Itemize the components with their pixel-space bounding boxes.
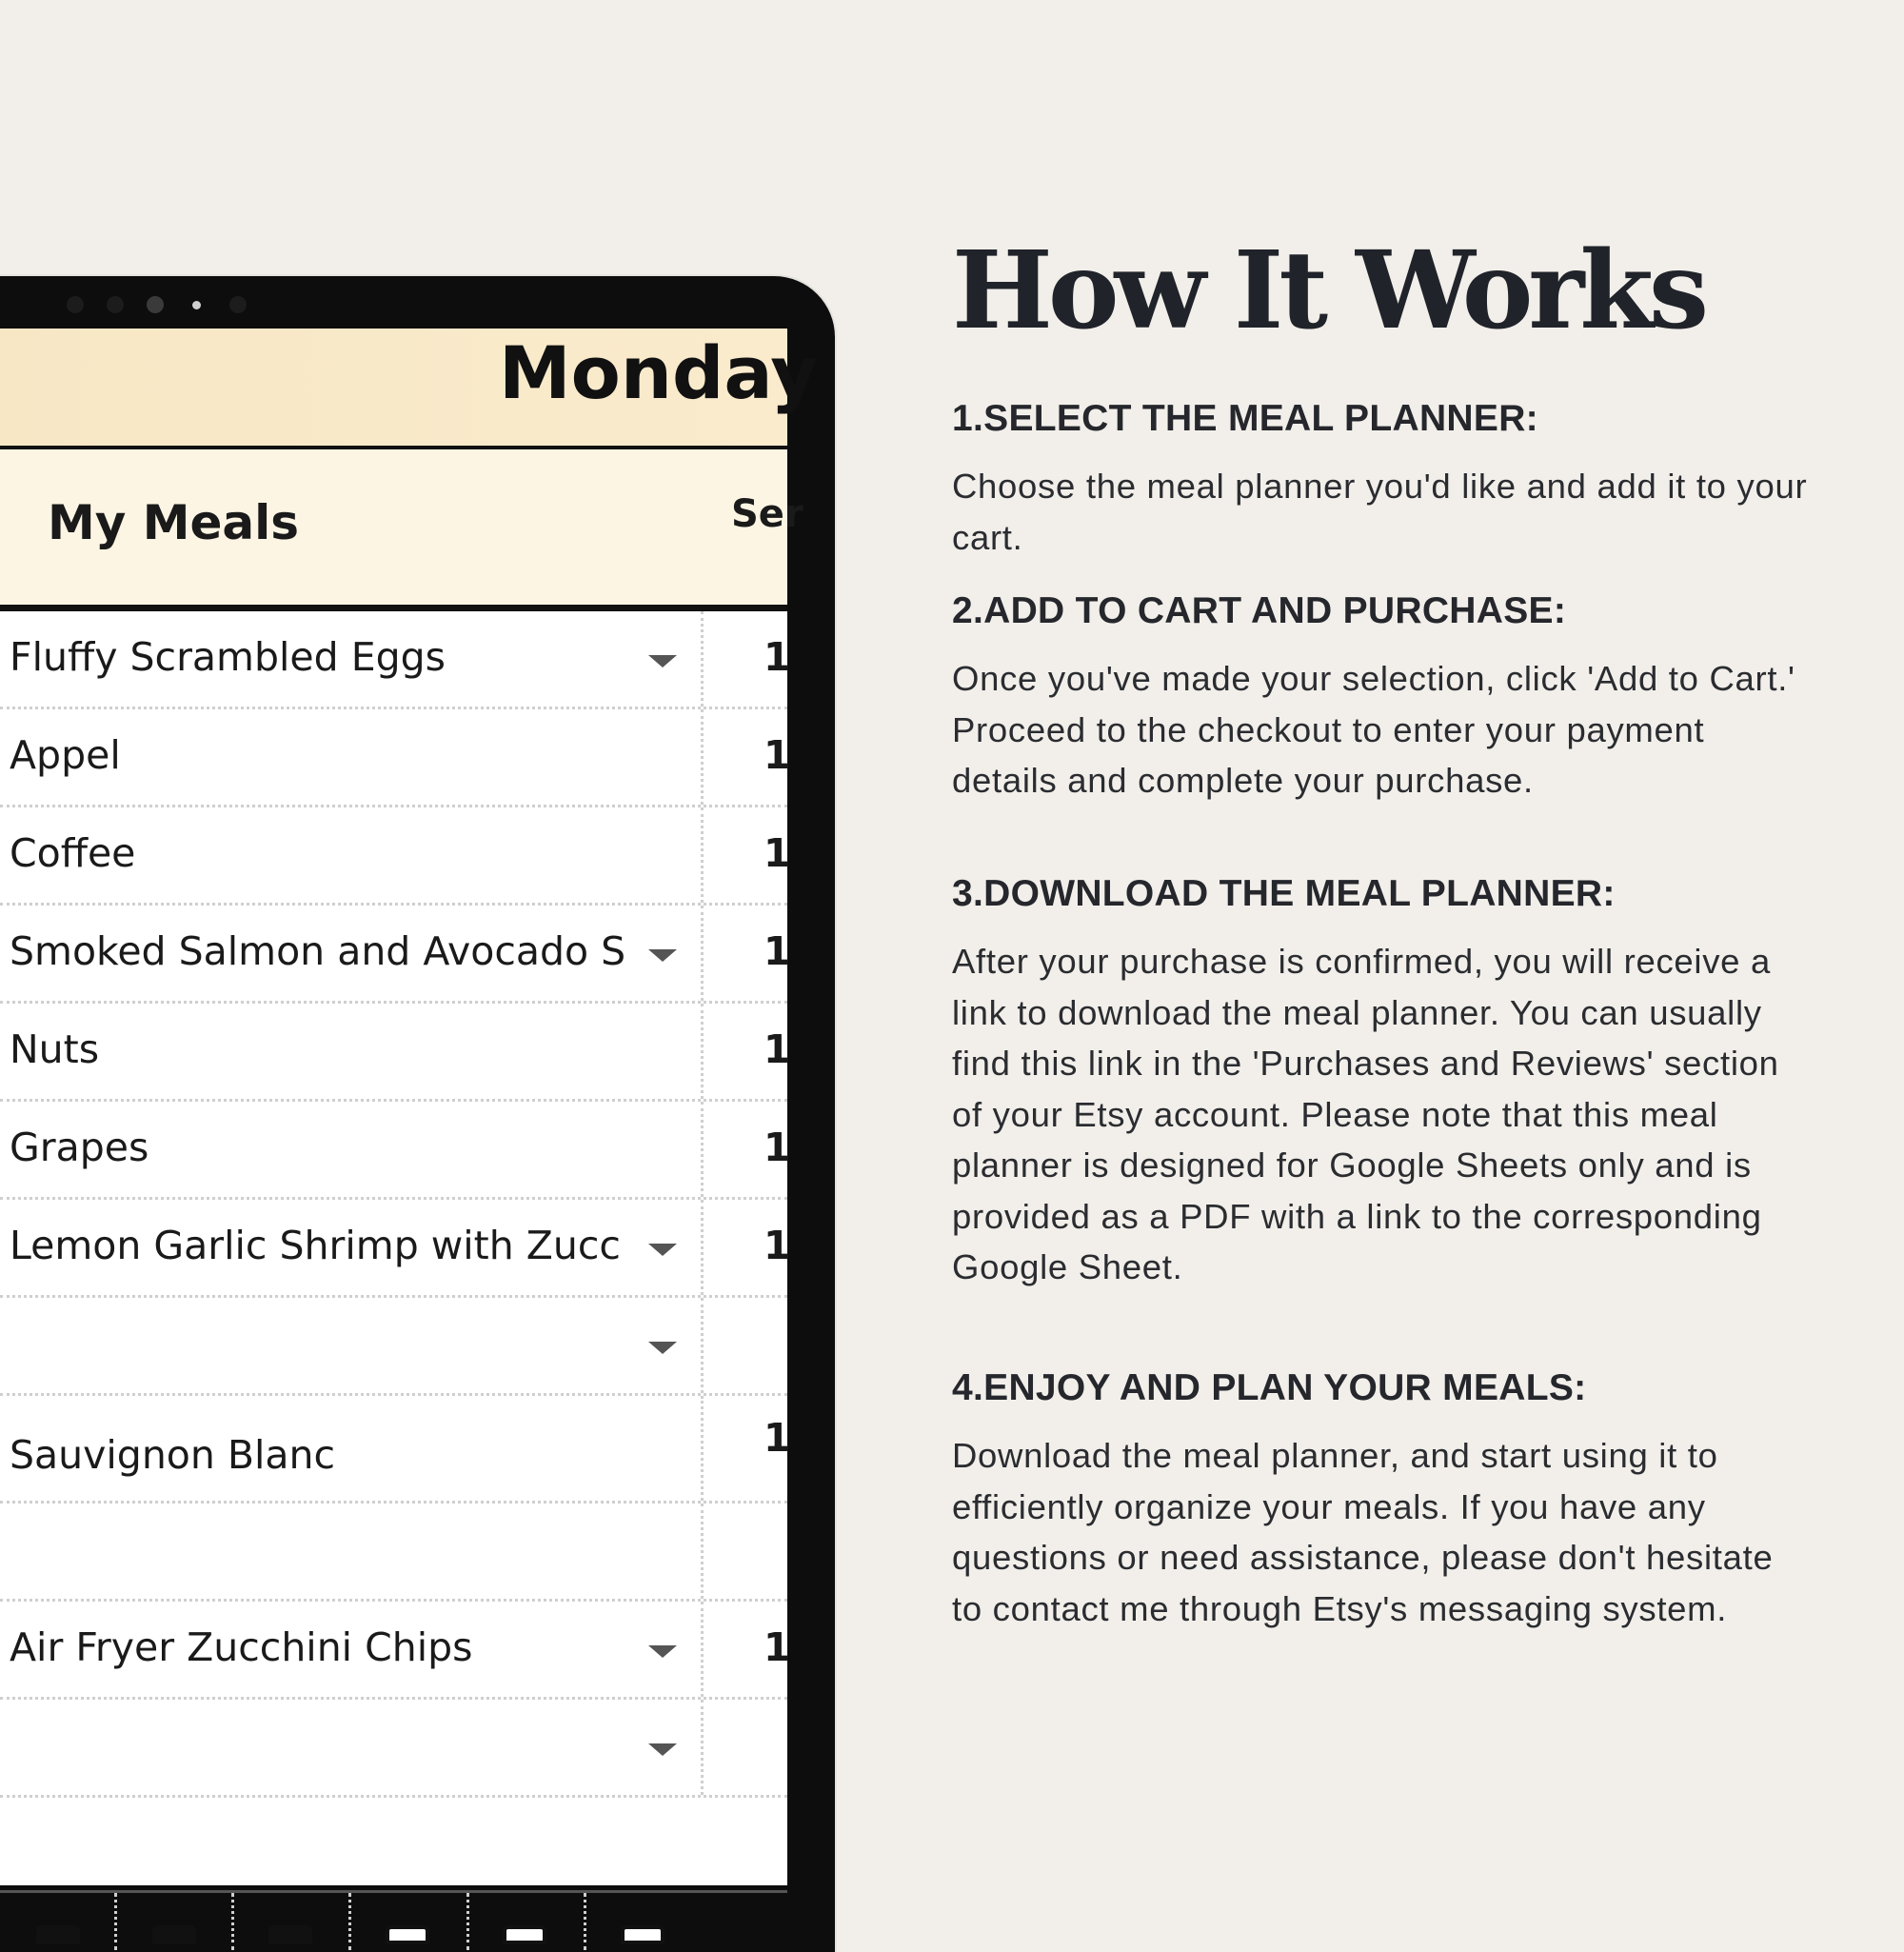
step-3 [952, 873, 1809, 1293]
table-row [0, 807, 791, 906]
step-title: 4.ENJOY AND PLAN YOUR MEALS: [952, 1367, 1587, 1408]
cell-separator [701, 1102, 704, 1197]
cell-separator [701, 611, 704, 707]
checkbox-unchecked[interactable] [621, 1925, 664, 1944]
servings-cell[interactable]: 1 [764, 634, 791, 680]
table-row [0, 1504, 787, 1602]
step-title: 2.ADD TO CART AND PURCHASE: [952, 590, 1567, 631]
cell-separator [348, 1893, 351, 1950]
cell-separator [701, 807, 704, 903]
dropdown-arrow-icon[interactable] [648, 1342, 677, 1354]
meal-name-cell[interactable]: Nuts [10, 1026, 100, 1072]
table-row [0, 1004, 791, 1102]
checkbox-unchecked[interactable] [386, 1925, 429, 1944]
meal-name-cell[interactable]: Sauvignon Blanc [10, 1432, 336, 1478]
day-header [0, 329, 818, 449]
meal-name-cell[interactable]: Grapes [10, 1125, 149, 1170]
servings-cell[interactable]: 1 [764, 830, 791, 876]
dropdown-arrow-icon[interactable] [648, 1244, 677, 1256]
cell-separator [701, 1298, 704, 1393]
page-title: How It Works [952, 229, 1705, 353]
table-row [0, 1602, 791, 1700]
cell-separator [231, 1893, 234, 1950]
column-header-servings: Ser [731, 492, 803, 536]
step-body: After your purchase is confirmed, you will receive a link to download the meal planner. You can usually find this link in the 'Purchases and Reviews' section of your Etsy account. Please note that this meal planner is designed for Google Sheets only and is provided as a PDF with a link to the corresponding Google Sheet. [952, 942, 1779, 1286]
sensor-dot [229, 296, 247, 313]
tablet-screen [0, 329, 818, 1885]
day-title: Monday [499, 330, 818, 415]
servings-cell[interactable]: 1 [764, 1125, 791, 1170]
meal-name-cell[interactable]: Coffee [10, 830, 136, 876]
cell-separator [701, 1602, 704, 1697]
servings-cell[interactable]: 1 [764, 1026, 791, 1072]
cell-separator [701, 1004, 704, 1099]
column-header [0, 449, 803, 611]
table-row [0, 1102, 791, 1200]
meal-name-cell[interactable]: Air Fryer Zucchini Chips [10, 1624, 473, 1670]
dropdown-arrow-icon[interactable] [648, 655, 677, 667]
checkbox-unchecked[interactable] [503, 1925, 546, 1944]
servings-cell[interactable]: 1 [764, 732, 791, 778]
table-row [0, 1298, 787, 1396]
servings-cell[interactable]: 1 [764, 1624, 791, 1670]
table-row [0, 709, 791, 807]
cell-separator [114, 1893, 117, 1950]
cell-separator [701, 1200, 704, 1295]
step-2 [952, 590, 1809, 807]
checkbox-checked[interactable] [152, 1925, 196, 1944]
cell-separator [466, 1893, 469, 1950]
cell-separator [701, 906, 704, 1001]
step-body: Choose the meal planner you'd like and add it to your cart. [952, 467, 1808, 557]
table-row [0, 611, 791, 709]
sensor-dot [67, 296, 84, 313]
dropdown-arrow-icon[interactable] [648, 1645, 677, 1658]
table-row [0, 906, 791, 1004]
checkbox-checked[interactable] [36, 1925, 80, 1944]
cell-separator [701, 1396, 704, 1501]
table-row [0, 1396, 791, 1504]
table-row [0, 1200, 791, 1298]
dropdown-arrow-icon[interactable] [648, 1743, 677, 1756]
cell-separator [584, 1893, 586, 1950]
checkbox-checked[interactable] [268, 1925, 312, 1944]
servings-cell[interactable]: 1 [764, 1415, 791, 1461]
bottom-divider [0, 1890, 787, 1922]
meal-name-cell[interactable]: Fluffy Scrambled Eggs [10, 634, 446, 680]
meal-name-cell[interactable]: Lemon Garlic Shrimp with Zucc [10, 1223, 621, 1268]
step-body: Once you've made your selection, click 'Add to Cart.' Proceed to the checkout to enter your payment details and complete your purchase. [952, 659, 1795, 800]
step-title: 3.DOWNLOAD THE MEAL PLANNER: [952, 873, 1616, 914]
step-1 [952, 398, 1809, 563]
sensor-dot [107, 296, 124, 313]
cell-separator [701, 1504, 704, 1599]
dropdown-arrow-icon[interactable] [648, 949, 677, 962]
step-title: 1.SELECT THE MEAL PLANNER: [952, 398, 1538, 439]
step-body: Download the meal planner, and start using it to efficiently organize your meals. If you have any questions or need assistance, please don't hesitate to contact me through Etsy's messaging system. [952, 1436, 1774, 1628]
step-4 [952, 1367, 1809, 1634]
camera-indicator-light [192, 301, 201, 309]
servings-cell[interactable]: 1 [764, 1223, 791, 1268]
meal-name-cell[interactable]: Appel [10, 732, 121, 778]
cell-separator [701, 1700, 704, 1795]
camera-lens-icon [147, 296, 164, 313]
tablet-device [0, 276, 835, 1952]
cell-separator [701, 709, 704, 805]
table-row [0, 1700, 787, 1798]
meal-name-cell[interactable]: Smoked Salmon and Avocado S [10, 928, 626, 974]
column-header-meals: My Meals [48, 495, 300, 550]
meal-table [0, 611, 791, 1798]
servings-cell[interactable]: 1 [764, 928, 791, 974]
camera-bar [67, 293, 269, 316]
